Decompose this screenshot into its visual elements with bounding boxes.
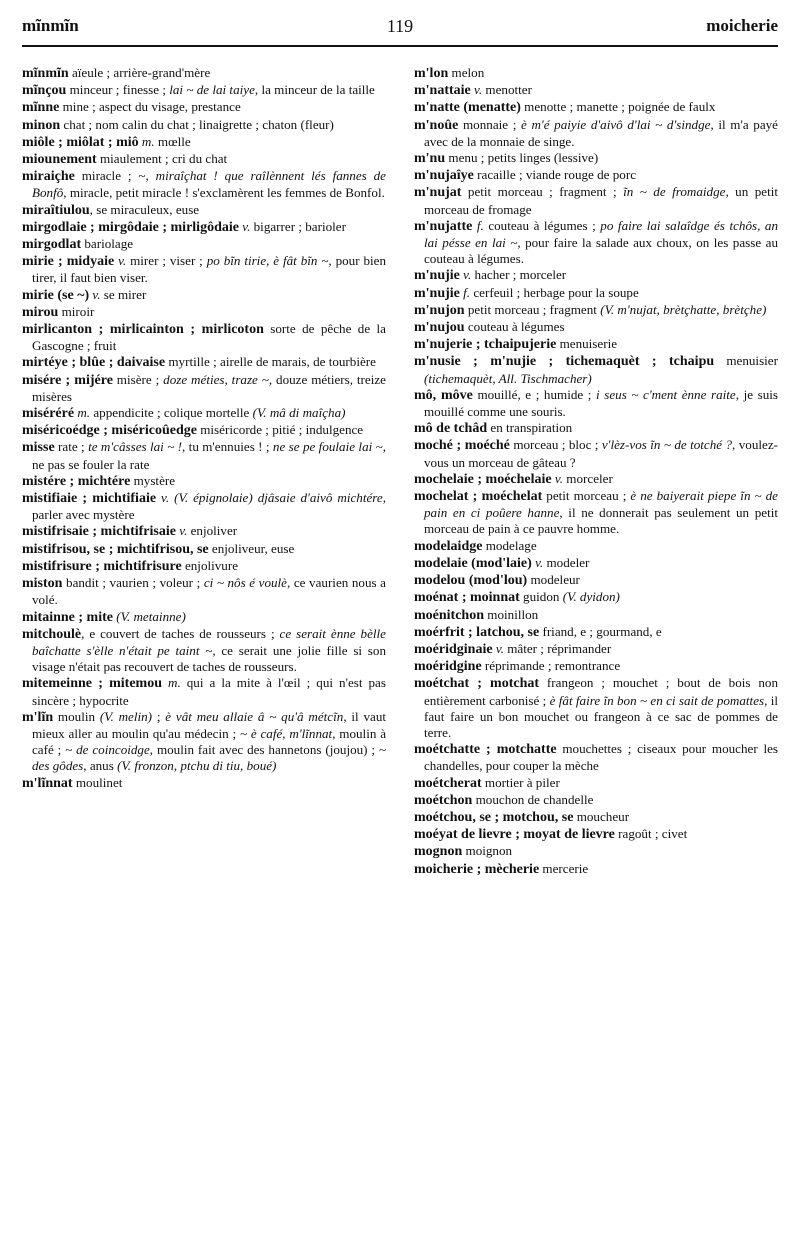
- headword: moicherie ; mècherie: [414, 861, 540, 877]
- definition-text: , moulin fait avec des hannetons (joujou) ;: [149, 742, 379, 758]
- headword: m'nujatte: [414, 218, 473, 234]
- definition-text: frangeon ; mouchet ; bout de bois non entièrement carbonisé ;: [424, 675, 778, 708]
- dictionary-entry: [22, 675, 386, 708]
- definition-text: mouillé, e ; humide ;: [472, 386, 597, 402]
- definition-text: miroir: [58, 303, 95, 319]
- italic-text: f.: [459, 284, 471, 300]
- italic-text: ci ~ nôs é voulè: [203, 575, 287, 591]
- page-number: 119: [386, 16, 414, 36]
- headword: mô de tchâd: [414, 421, 488, 437]
- definition-text: moucheur: [573, 808, 630, 824]
- definition-text: mine ; aspect du visage, prestance: [59, 99, 241, 115]
- dictionary-entry: [414, 150, 778, 167]
- definition-text: qui a la mite à l'œil ; qui n'est pas sincère ; hypocrite: [32, 675, 386, 708]
- definition-text: petit morceau ;: [542, 488, 631, 504]
- dictionary-entry: [414, 184, 778, 217]
- dictionary-entry: [414, 538, 778, 555]
- definition-text: , pour bien tirer, il faut bien viser.: [32, 253, 386, 286]
- dictionary-entry: [414, 572, 778, 589]
- headword: miséréré: [22, 406, 75, 422]
- definition-text: mercerie: [539, 860, 589, 876]
- headword: mochelat ; moéchelat: [414, 489, 543, 505]
- dictionary-entry: [414, 437, 778, 470]
- italic-text: è ne baiyerait piepe ĩn ~ de pain en ci poûere hanne: [424, 488, 778, 521]
- dictionary-entry: [414, 99, 778, 116]
- headword: m'nujaîye: [414, 168, 474, 184]
- dictionary-entry: [414, 775, 778, 792]
- definition-text: mortier à piler: [481, 774, 560, 790]
- headword: moétchat ; motchat: [414, 676, 540, 692]
- italic-text: è m'é paiyie d'aivô d'lai ~ d'sindge: [521, 116, 711, 132]
- dictionary-entry: [414, 82, 778, 99]
- definition-text: menuiserie: [556, 336, 618, 352]
- headword: miraîtiulou: [22, 202, 90, 218]
- definition-text: misère ;: [112, 371, 164, 387]
- italic-text: v.: [89, 286, 101, 302]
- headword: miounement: [22, 152, 97, 168]
- definition-text: mouchettes ; ciseaux pour moucher les chandelles, pour couper la mèche: [424, 741, 778, 774]
- dictionary-entry: [22, 82, 386, 99]
- definition-text: modeler: [543, 554, 590, 570]
- right-column: [414, 65, 778, 878]
- header-rule: [22, 45, 778, 47]
- definition-text: , il ne donnerait pas seulement un petit morceau de pain à ce pauvre homme.: [424, 505, 778, 537]
- definition-text: mâter ; réprimander: [503, 640, 612, 656]
- definition-text: , il faut faire un bon mouchet ou frangeon à ce sac de pommes de terre.: [424, 692, 778, 740]
- dictionary-entry: [22, 473, 386, 490]
- italic-text: v.: [175, 523, 188, 539]
- dictionary-entry: [22, 775, 386, 792]
- definition-text: , parler avec mystère: [32, 490, 386, 523]
- italic-text: ~ de coincoidge: [65, 742, 150, 758]
- definition-text: moignon: [462, 843, 513, 859]
- italic-text: m.: [162, 675, 181, 691]
- definition-text: appendicite ; colique mortelle: [90, 405, 253, 421]
- definition-text: morceler: [563, 470, 613, 486]
- definition-text: melon: [448, 65, 485, 80]
- dictionary-entry: [414, 826, 778, 843]
- headword: mitainne ; mite: [22, 609, 113, 625]
- italic-text: po bĩn tirie, è fât bĩn ~: [206, 253, 329, 269]
- italic-text: (V. metainne): [112, 608, 186, 624]
- headword: mirgodlat: [22, 237, 82, 253]
- dictionary-entry: [414, 589, 778, 606]
- definition-text: petit morceau ; fragment: [464, 301, 601, 317]
- definition-text: moinillon: [484, 606, 539, 622]
- italic-text: è vât meu allaie â ~ qu'â métcĩn: [165, 708, 344, 724]
- dictionary-entry: [22, 99, 386, 116]
- definition-text: hacher ; morceler: [471, 267, 567, 283]
- dictionary-entry: [414, 117, 778, 150]
- dictionary-entry: [22, 523, 386, 540]
- headword: moché ; moéché: [414, 438, 510, 454]
- definition-text: modeleur: [527, 572, 580, 588]
- italic-text: v.: [114, 253, 127, 269]
- headword: mirou: [22, 304, 59, 320]
- dictionary-entry: [414, 319, 778, 336]
- headword: miraiçhe: [22, 169, 75, 185]
- headword: miôle ; miôlat ; miô: [22, 134, 139, 150]
- headword: mistifiaie ; michtifiaie: [22, 491, 157, 507]
- definition-text: aïeule ; arrière-grand'mère: [68, 65, 211, 80]
- dictionary-entry: [414, 285, 778, 302]
- headword: minon: [22, 117, 61, 133]
- headword: misse: [22, 440, 55, 456]
- dictionary-entry: [22, 439, 386, 472]
- left-column: [22, 65, 386, 792]
- italic-text: ĩn ~ de fromaidge: [623, 184, 726, 200]
- definition-text: mystère: [130, 472, 176, 488]
- italic-text: m.: [74, 405, 91, 421]
- definition-text: , se miraculeux, euse: [89, 201, 200, 217]
- dictionary-entry: [414, 675, 778, 741]
- dictionary-entry: [414, 336, 778, 353]
- dictionary-entry: [22, 168, 386, 201]
- dictionary-entry: [414, 555, 778, 572]
- header-guide-word-right: moicherie: [706, 16, 778, 35]
- italic-text: v.: [459, 267, 472, 283]
- headword: mirtéye ; blûe ; daivaise: [22, 355, 166, 371]
- italic-text: lai ~ de lai taiye: [169, 82, 255, 98]
- headword: mistifrisou, se ; michtifrisou, se: [22, 541, 209, 557]
- dictionary-entry: [22, 151, 386, 168]
- dictionary-entry: [414, 624, 778, 641]
- header-guide-word-left: mĩnmĩn: [22, 16, 79, 35]
- dictionary-entry: [22, 287, 386, 304]
- headword: moéridgine: [414, 659, 482, 675]
- definition-text: couteau à légumes ;: [483, 217, 601, 233]
- dictionary-entry: [414, 218, 778, 268]
- headword: mistifrisaie ; michtifrisaie: [22, 524, 176, 540]
- definition-text: enjoliver: [187, 523, 238, 539]
- dictionary-entry: [414, 267, 778, 284]
- dictionary-entry: [22, 65, 386, 82]
- definition-text: sorte de pêche de la Gascogne ; fruit: [32, 321, 386, 354]
- dictionary-entry: [22, 321, 386, 354]
- definition-text: enjoliveur, euse: [208, 540, 295, 556]
- dictionary-entry: [414, 792, 778, 809]
- headword: m'lĩn: [22, 709, 54, 725]
- headword: mochelaie ; moéchelaie: [414, 471, 552, 487]
- dictionary-entry: [414, 641, 778, 658]
- definition-text: , ce vaurien nous a volé.: [32, 575, 386, 608]
- headword: m'natte (menatte): [414, 100, 521, 116]
- dictionary-entry: [22, 219, 386, 236]
- headword: m'nujie: [414, 285, 460, 301]
- definition-text: , ne pas se fouler la rate: [32, 439, 386, 472]
- definition-text: myrtille ; airelle de marais, de tourbière: [165, 354, 376, 370]
- dictionary-entry: [22, 354, 386, 371]
- dictionary-entry: [414, 658, 778, 675]
- dictionary-entry: [414, 387, 778, 420]
- headword: m'nujou: [414, 320, 465, 336]
- definition-text: , douze métiers, treize misères: [32, 371, 386, 404]
- definition-text: , la minceur de la taille: [254, 82, 375, 98]
- definition-text: mouchon de chandelle: [472, 791, 594, 807]
- dictionary-entry: [22, 626, 386, 676]
- italic-text: ce serait ènne bèlle baîchatte s'èlle n'était pe taint ~: [32, 625, 386, 658]
- definition-text: menotter: [482, 82, 532, 98]
- headword: mĩnne: [22, 100, 60, 116]
- definition-text: menuisier: [714, 353, 778, 369]
- definition-text: , voulez-vous un morceau de gâteau ?: [424, 437, 778, 470]
- italic-text: v.: [238, 218, 251, 234]
- page-header: [22, 16, 778, 42]
- definition-text: miséricorde ; pitié ; indulgence: [196, 422, 364, 438]
- definition-text: ragoût ; civet: [614, 826, 688, 842]
- dictionary-entry: [22, 202, 386, 219]
- headword: mĩnçou: [22, 83, 67, 99]
- definition-text: ;: [152, 708, 166, 724]
- definition-text: moulinet: [72, 774, 123, 790]
- italic-text: ~ des gôdes: [32, 742, 386, 774]
- headword: moénitchon: [414, 607, 484, 623]
- definition-text: , je suis mouillé comme une souris.: [424, 386, 779, 420]
- dictionary-entry: [22, 558, 386, 575]
- headword: moétchatte ; motchatte: [414, 742, 557, 758]
- headword: mognon: [414, 844, 463, 860]
- italic-text: te m'câsses lai ~ !: [88, 439, 183, 455]
- definition-text: , ce serait une jolie fille si son visage n'était pas recouvert de taches de rousseurs.: [32, 642, 386, 675]
- dictionary-entry: [22, 253, 386, 286]
- headword: miséricoédge ; miséricoûedge: [22, 423, 197, 439]
- headword: m'lon: [414, 66, 449, 81]
- italic-text: miraîçhat ! que raîlènnent lés fannes de Bonfô: [32, 168, 386, 201]
- headword: mô, môve: [414, 387, 473, 403]
- headword: mitchoulè: [22, 626, 82, 642]
- italic-text: (V. dyidon): [562, 589, 620, 605]
- headword: moéyat de lievre ; moyat de lievre: [414, 827, 615, 843]
- italic-text: (tichemaquèt, All. Tischmacher): [424, 370, 592, 386]
- italic-text: v.: [551, 470, 564, 486]
- definition-text: se mirer: [100, 286, 147, 302]
- headword: modelou (mod'lou): [414, 573, 528, 589]
- definition-text: guidon: [519, 589, 563, 605]
- definition-text: moulin: [53, 708, 100, 724]
- dictionary-entry: [414, 607, 778, 624]
- dictionary-entry: [414, 167, 778, 184]
- italic-text: v.: [531, 554, 544, 570]
- headword: mirie ; midyaie: [22, 254, 115, 270]
- headword: m'nujie: [414, 268, 460, 284]
- definition-text: morceau ; bloc ;: [509, 437, 602, 453]
- dictionary-entry: [22, 422, 386, 439]
- italic-text: v. (V. épignolaie) djâsaie d'aivô michtére: [156, 490, 383, 506]
- dictionary-entry: [22, 117, 386, 134]
- dictionary-entry: [22, 134, 386, 151]
- definition-text: menu ; petits linges (lessive): [445, 150, 599, 166]
- definition-text: , tu m'ennuies ! ;: [182, 439, 273, 455]
- dictionary-entry: [414, 741, 778, 774]
- dictionary-entry: [414, 488, 778, 538]
- dictionary-entry: [22, 372, 386, 405]
- headword: moétcherat: [414, 775, 482, 791]
- dictionary-entry: [414, 809, 778, 826]
- italic-text: i seus ~ c'ment ènne raite: [596, 386, 736, 402]
- definition-text: , moulin à café ;: [32, 725, 387, 758]
- headword: misére ; mijére: [22, 372, 113, 388]
- definition-text: petit morceau ; fragment ;: [461, 184, 624, 200]
- dictionary-entry: [414, 353, 778, 386]
- definition-text: friand, e ; gourmand, e: [539, 623, 662, 639]
- definition-text: miaulement ; cri du chat: [96, 151, 228, 167]
- dictionary-entry: [414, 420, 778, 437]
- headword: mirgodlaie ; mirgôdaie ; mirligôdaie: [22, 219, 239, 235]
- headword: moénat ; moinnat: [414, 590, 520, 606]
- italic-text: v'lèz-vos ĩn ~ de totché ?: [601, 437, 733, 453]
- definition-text: couteau à légumes: [464, 319, 565, 335]
- italic-text: v.: [492, 640, 504, 656]
- dictionary-entry: [414, 65, 778, 82]
- italic-text: m.: [138, 133, 155, 149]
- headword: moétchou, se ; motchou, se: [414, 809, 574, 825]
- headword: m'nusie ; m'nujie ; tichemaquèt ; tchaipu: [414, 354, 715, 370]
- definition-text: en transpiration: [487, 420, 573, 436]
- italic-text: (V. m'nujat, brètçhatte, brètçhe): [600, 301, 767, 317]
- definition-text: minceur ; finesse ;: [66, 82, 170, 98]
- italic-text: (V. mâ di maîçha): [252, 405, 346, 421]
- italic-text: è fât faire ĩn bon ~ en ci sait de pomattes: [549, 692, 765, 708]
- headword: mĩnmĩn: [22, 66, 69, 81]
- definition-text: bandit ; vaurien ; voleur ;: [62, 575, 204, 591]
- headword: m'nujon: [414, 302, 465, 318]
- italic-text: (V. melin): [99, 708, 153, 724]
- italic-text: po faire lai salaîdge és tchôs, an lai pésse en lai ~: [424, 217, 778, 251]
- definition-text: réprimande ; remontrance: [481, 658, 621, 674]
- definition-text: , e couvert de taches de rousseurs ;: [81, 625, 280, 641]
- dictionary-entry: [414, 843, 778, 860]
- dictionary-entry: [22, 609, 386, 626]
- italic-text: v.: [470, 82, 483, 98]
- dictionary-entry: [414, 861, 778, 878]
- headword: mistifrisure ; michtifrisure: [22, 558, 182, 574]
- dictionary-entry: [414, 302, 778, 319]
- dictionary-entry: [22, 709, 386, 775]
- dictionary-entry: [22, 405, 386, 422]
- dictionary-entry: [22, 490, 386, 523]
- definition-text: monnaie ;: [458, 116, 522, 132]
- headword: moétchon: [414, 792, 473, 808]
- headword: mistére ; michtére: [22, 473, 131, 489]
- definition-text: , anus: [83, 758, 118, 774]
- definition-text: mirer ; viser ;: [126, 253, 207, 269]
- definition-text: , un petit morceau de fromage: [424, 184, 778, 217]
- headword: modelaidge: [414, 538, 483, 554]
- headword: mirie (se ~): [22, 287, 90, 303]
- definition-text: menotte ; manette ; poignée de faulx: [520, 99, 716, 115]
- definition-text: enjolivure: [181, 557, 239, 573]
- definition-text: modelage: [482, 537, 537, 553]
- dictionary-entry: [22, 575, 386, 608]
- definition-text: miracle ; ~,: [74, 168, 156, 184]
- italic-text: doze méties, traze ~: [163, 371, 269, 387]
- definition-text: racaille ; viande rouge de porc: [473, 167, 637, 183]
- definition-text: cerfeuil ; herbage pour la soupe: [470, 284, 639, 300]
- definition-text: chat ; nom calin du chat ; linaigrette ; chaton (fleur): [60, 116, 334, 132]
- dictionary-entry: [22, 236, 386, 253]
- headword: m'noûe: [414, 117, 459, 133]
- dictionary-entry: [22, 541, 386, 558]
- headword: mirlicanton ; mirlicainton ; mirlicoton: [22, 322, 264, 338]
- definition-text: bariolage: [81, 236, 134, 252]
- definition-text: rate ;: [54, 439, 89, 455]
- dictionary-entry: [414, 471, 778, 488]
- headword: miston: [22, 576, 63, 592]
- headword: m'nujerie ; tchaipujerie: [414, 337, 557, 353]
- definition-text: , pour faire la salade aux choux, on les passe au couteau à légumes.: [424, 235, 778, 267]
- italic-text: f.: [472, 217, 484, 233]
- definition-text: , il vaut mieux aller au moulin qu'au médecin ;: [32, 708, 387, 741]
- headword: m'nattaie: [414, 83, 471, 99]
- italic-text: ne se pe foulaie lai ~: [272, 439, 383, 455]
- headword: m'nu: [414, 151, 446, 167]
- definition-text: , miracle, petit miracle ! s'exclamèrent les femmes de Bonfol.: [63, 185, 385, 201]
- definition-text: bigarrer ; barioler: [250, 218, 346, 234]
- headword: moéridginaie: [414, 641, 493, 657]
- italic-text: ~ è café, m'lĩnnat: [239, 725, 333, 741]
- definition-text: mœlle: [154, 133, 191, 149]
- headword: mitemeinne ; mitemou: [22, 676, 162, 692]
- headword: m'lĩnnat: [22, 775, 73, 791]
- dictionary-entry: [22, 304, 386, 321]
- definition-text: , il m'a payé avec de la monnaie de singe.: [424, 116, 778, 149]
- italic-text: (V. fronzon, ptchu di tiu, boué): [117, 758, 277, 774]
- headword: moérfrit ; latchou, se: [414, 624, 540, 640]
- headword: m'nujat: [414, 185, 462, 201]
- headword: modelaie (mod'laie): [414, 555, 532, 571]
